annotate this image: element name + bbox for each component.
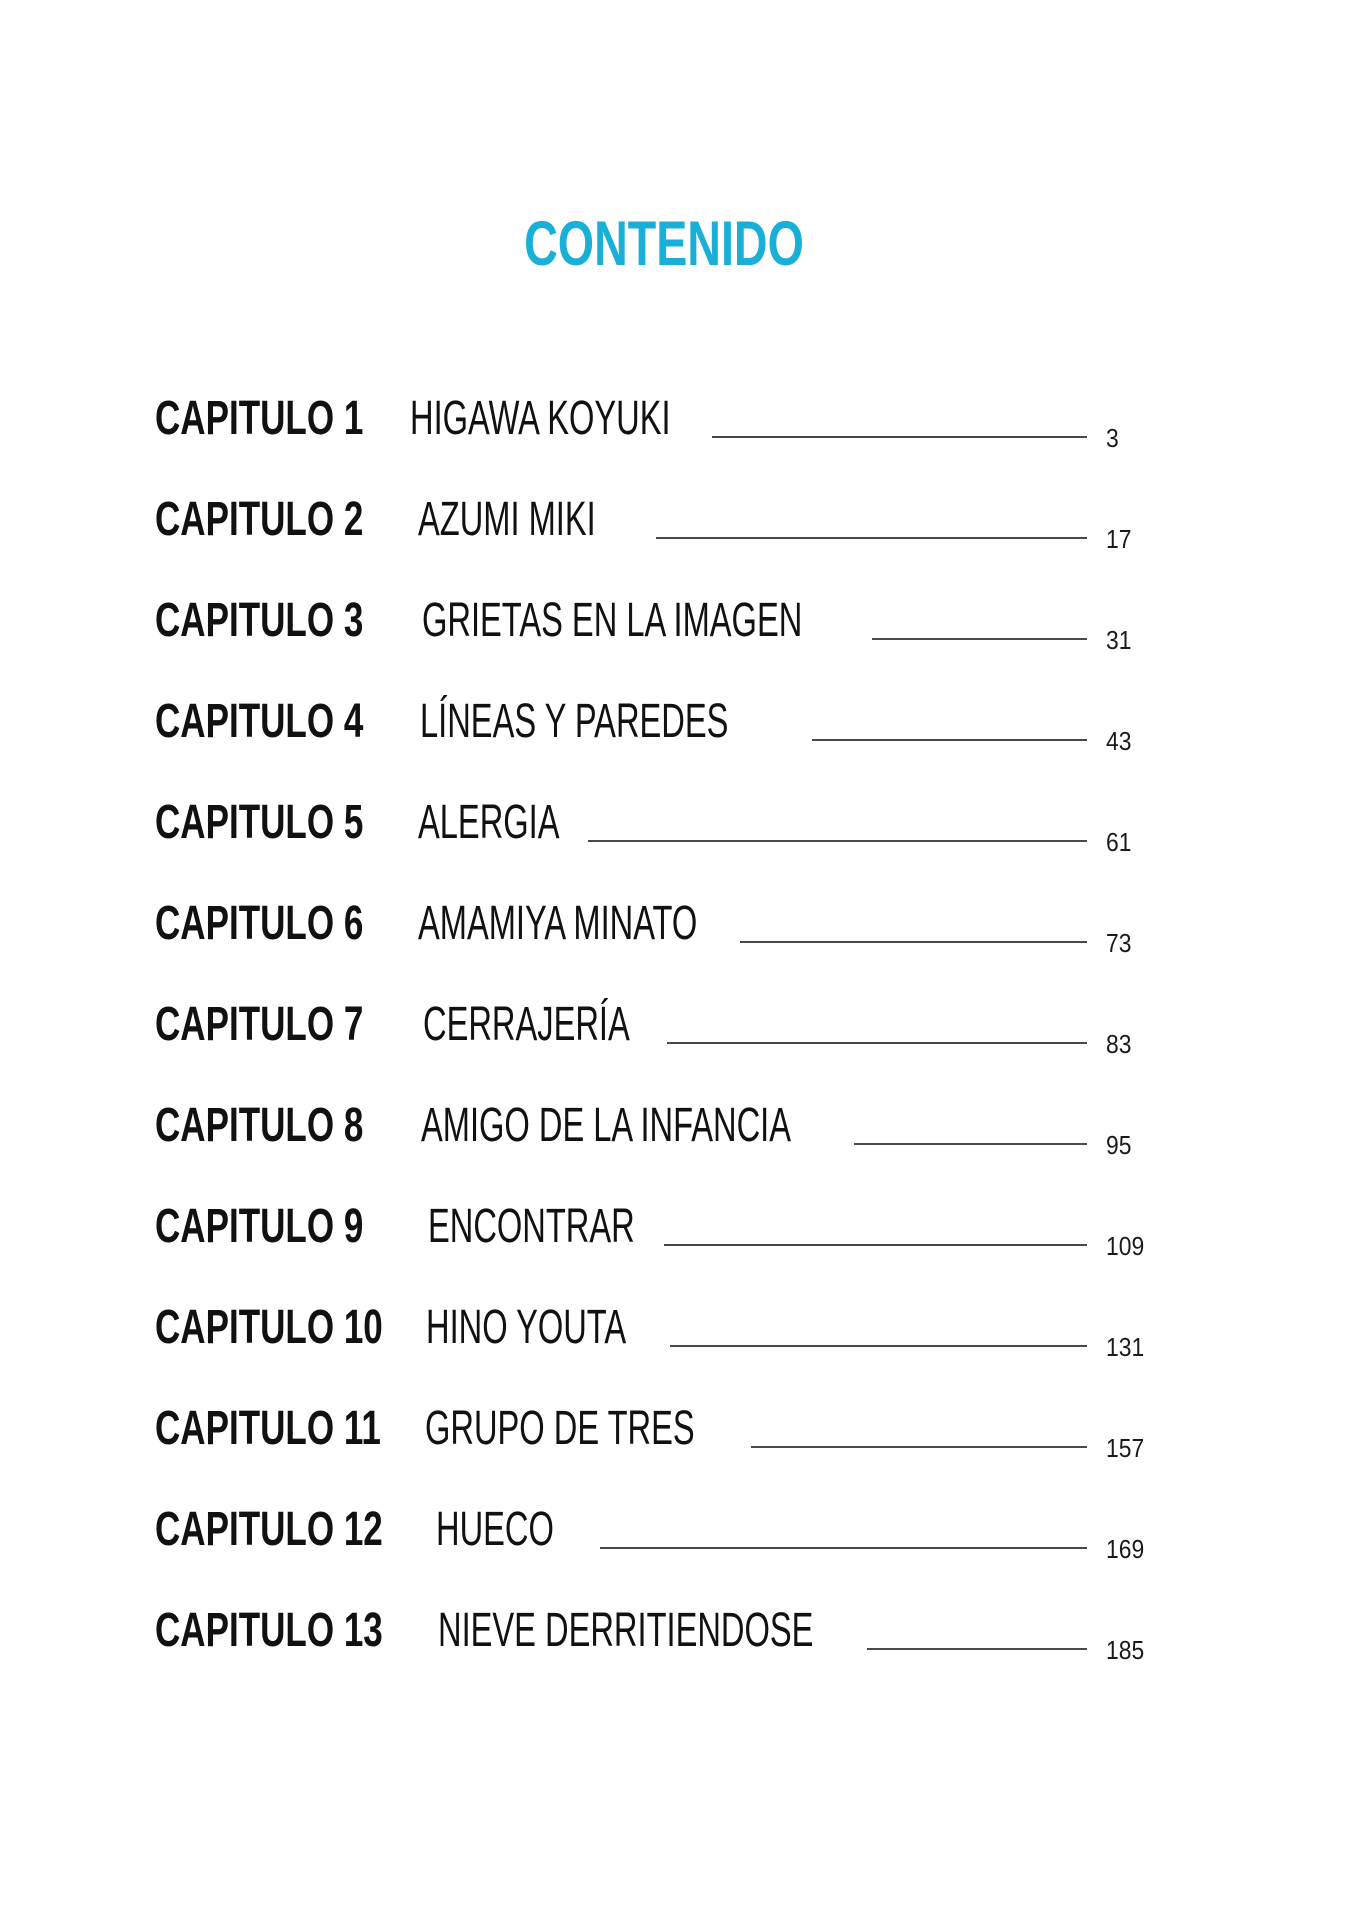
toc-entry[interactable]: [0, 594, 1350, 657]
leader-line: [656, 537, 1087, 539]
chapter-label: CAPITULO 11: [155, 1402, 381, 1455]
chapter-title: ENCONTRAR: [428, 1200, 635, 1253]
chapter-title: CERRAJERÍA: [423, 998, 630, 1051]
page-number: 157: [1106, 1433, 1145, 1463]
chapter-title: AMIGO DE LA INFANCIA: [421, 1099, 792, 1152]
page-number: 131: [1106, 1332, 1145, 1362]
leader-line: [751, 1446, 1087, 1448]
leader-line: [670, 1345, 1087, 1347]
page-number: 169: [1106, 1534, 1145, 1564]
leader-line: [712, 436, 1087, 438]
chapter-label: CAPITULO 5: [155, 796, 364, 849]
chapter-title: HUECO: [436, 1503, 554, 1556]
chapter-title: LÍNEAS Y PAREDES: [420, 695, 729, 748]
page-number: 17: [1106, 524, 1132, 554]
page-title-text: CONTENIDO: [524, 209, 804, 279]
chapter-label: CAPITULO 8: [155, 1099, 364, 1152]
page-number: 109: [1106, 1231, 1145, 1261]
chapter-label: CAPITULO 10: [155, 1301, 383, 1354]
chapter-title: AMAMIYA MINATO: [418, 897, 698, 950]
toc-entry[interactable]: [0, 695, 1350, 758]
chapter-label: CAPITULO 9: [155, 1200, 364, 1253]
toc-entry[interactable]: [0, 392, 1350, 455]
toc-entry[interactable]: [0, 1099, 1350, 1162]
chapter-label: CAPITULO 4: [155, 695, 364, 748]
chapter-title: HINO YOUTA: [426, 1301, 627, 1354]
chapter-label: CAPITULO 12: [155, 1503, 383, 1556]
leader-line: [740, 941, 1087, 943]
chapter-label: CAPITULO 1: [155, 392, 364, 445]
toc-entry[interactable]: [0, 897, 1350, 960]
leader-line: [812, 739, 1087, 741]
toc-entry[interactable]: [0, 1503, 1350, 1566]
toc-entry[interactable]: [0, 1301, 1350, 1364]
toc-entry[interactable]: [0, 998, 1350, 1061]
chapter-label: CAPITULO 6: [155, 897, 364, 950]
page-number: 73: [1106, 928, 1132, 958]
leader-line: [600, 1547, 1087, 1549]
page-number: 95: [1106, 1130, 1132, 1160]
page-number: 83: [1106, 1029, 1132, 1059]
chapter-title: AZUMI MIKI: [418, 493, 596, 546]
chapter-label: CAPITULO 13: [155, 1604, 383, 1657]
leader-line: [867, 1648, 1087, 1650]
leader-line: [588, 840, 1087, 842]
chapter-title: HIGAWA KOYUKI: [410, 392, 671, 445]
chapter-title: ALERGIA: [418, 796, 560, 849]
page-number: 3: [1106, 423, 1119, 453]
page-number: 185: [1106, 1635, 1145, 1665]
chapter-label: CAPITULO 7: [155, 998, 364, 1051]
leader-line: [854, 1143, 1087, 1145]
toc-entry[interactable]: [0, 493, 1350, 556]
page-number: 43: [1106, 726, 1132, 756]
toc-entry[interactable]: [0, 1604, 1350, 1667]
page-number: 61: [1106, 827, 1132, 857]
page-number: 31: [1106, 625, 1132, 655]
toc-entry[interactable]: [0, 1402, 1350, 1465]
chapter-title: GRIETAS EN LA IMAGEN: [422, 594, 803, 647]
leader-line: [872, 638, 1087, 640]
leader-line: [664, 1244, 1087, 1246]
chapter-label: CAPITULO 2: [155, 493, 364, 546]
page-title: [0, 209, 1328, 279]
chapter-title: NIEVE DERRITIENDOSE: [438, 1604, 814, 1657]
chapter-label: CAPITULO 3: [155, 594, 364, 647]
leader-line: [667, 1042, 1087, 1044]
toc-entry[interactable]: [0, 1200, 1350, 1263]
toc-entry[interactable]: [0, 796, 1350, 859]
chapter-title: GRUPO DE TRES: [425, 1402, 695, 1455]
